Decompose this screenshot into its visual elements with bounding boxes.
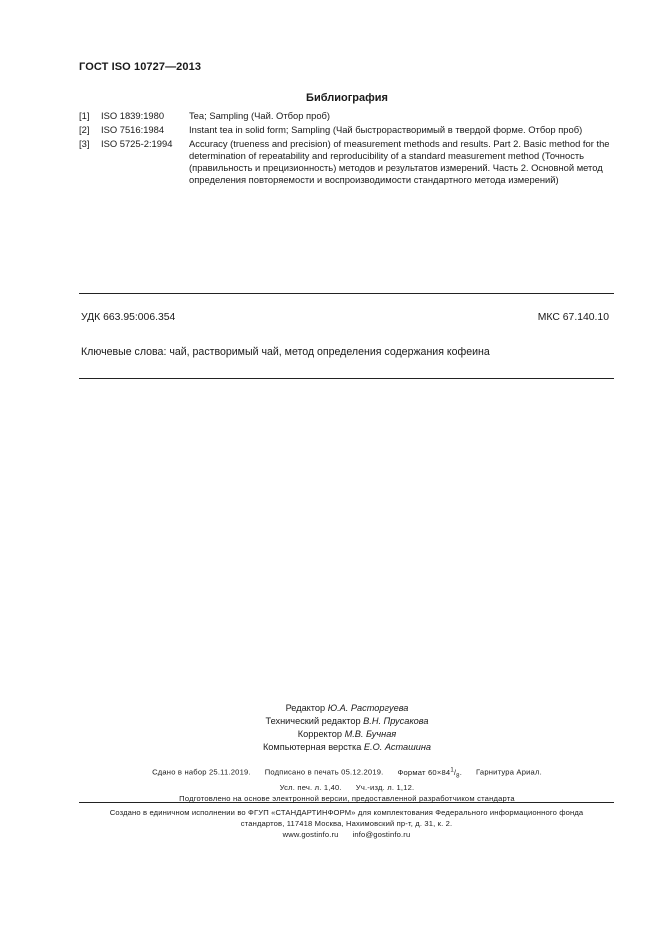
credit-name: М.В. Бучная [344,729,397,739]
publisher-email-link[interactable]: info@gostinfo.ru [352,830,411,839]
imprint-block [0,765,661,804]
udk-code: УДК 663.95:006.354 [81,312,176,323]
imprint-format: Формат $60\times 84^1/_8$. [397,767,463,780]
bibliography-code: ISO 1839:1980 [101,110,165,121]
publisher-site-link[interactable]: www.gostinfo.ru [282,830,339,839]
imprint-garnitura: Гарнитура Ариал. [476,767,542,777]
document-header: ГОСТ ISO 10727—2013 [79,61,202,73]
imprint-podpisano: Подписано в печать 05.12.2019. [264,767,384,777]
bibliography-title: Библиография [306,92,388,104]
imprint-line [0,765,661,782]
bibliography-number: [3] [79,138,90,149]
publisher-contacts [79,829,614,840]
imprint-uch: Уч.-изд. л. 1,12. [355,783,415,793]
keywords: Ключевые слова: чай, растворимый чай, метод определения содержания кофеина [81,346,490,358]
publisher-line1: Создано в единичном исполнении во ФГУП «СТАНДАРТИНФОРМ» для комплектования Федерального информационного фонда [109,808,584,817]
bibliography-list [79,110,619,188]
credit-role: Корректор [297,729,343,739]
credit-line [0,702,661,715]
publisher-block [79,807,614,840]
publisher-line2: стандартов, 117418 Москва, Нахимовский пр-т, д. 31, к. 2. [240,819,453,828]
mks-code: МКС 67.140.10 [537,312,609,323]
bibliography-code: ISO 5725-2:1994 [101,138,173,149]
bibliography-text: Accuracy (trueness and precision) of measurement methods and results. Part 2. Basic method for the determination of repeatability and reproducibility of a standard measurement method (Точность (правильность и прецизионность) методов и результатов измерений. Часть 2. Основной метод определения повторяемости и воспроизводимости стандартного метода измерений) [189,138,610,185]
imprint-usl: Усл. печ. л. 1,40. [279,783,342,793]
divider-publisher [79,802,614,803]
credit-role: Редактор [285,703,326,713]
credit-line [0,741,661,754]
imprint-line [0,782,661,793]
bibliography-text: Tea; Sampling (Чай. Отбор проб) [189,110,331,121]
bibliography-item [79,124,619,136]
bibliography-item [79,138,619,186]
bibliography-text: Instant tea in solid form; Sampling (Чай быстрорастворимый в твердой форме. Отбор проб) [189,124,583,135]
credit-name: Е.О. Асташина [363,742,432,752]
imprint-sdano: Сдано в набор 25.11.2019. [152,767,251,777]
credit-line [0,715,661,728]
credit-name: Ю.А. Расторгуева [327,703,409,713]
divider-top [79,293,614,294]
credit-role: Компьютерная верстка [262,742,362,752]
bibliography-code: ISO 7516:1984 [101,124,165,135]
credit-name: В.Н. Прусакова [363,716,429,726]
credits-block [0,702,661,754]
bibliography-number: [1] [79,110,90,121]
credit-role: Технический редактор [265,716,361,726]
bibliography-item [79,110,619,122]
imprint-prepared: Подготовлено на основе электронной версии, предоставленной разработчиком стандарта [179,794,515,804]
credit-line [0,728,661,741]
bibliography-number: [2] [79,124,90,135]
divider-bottom [79,378,614,379]
